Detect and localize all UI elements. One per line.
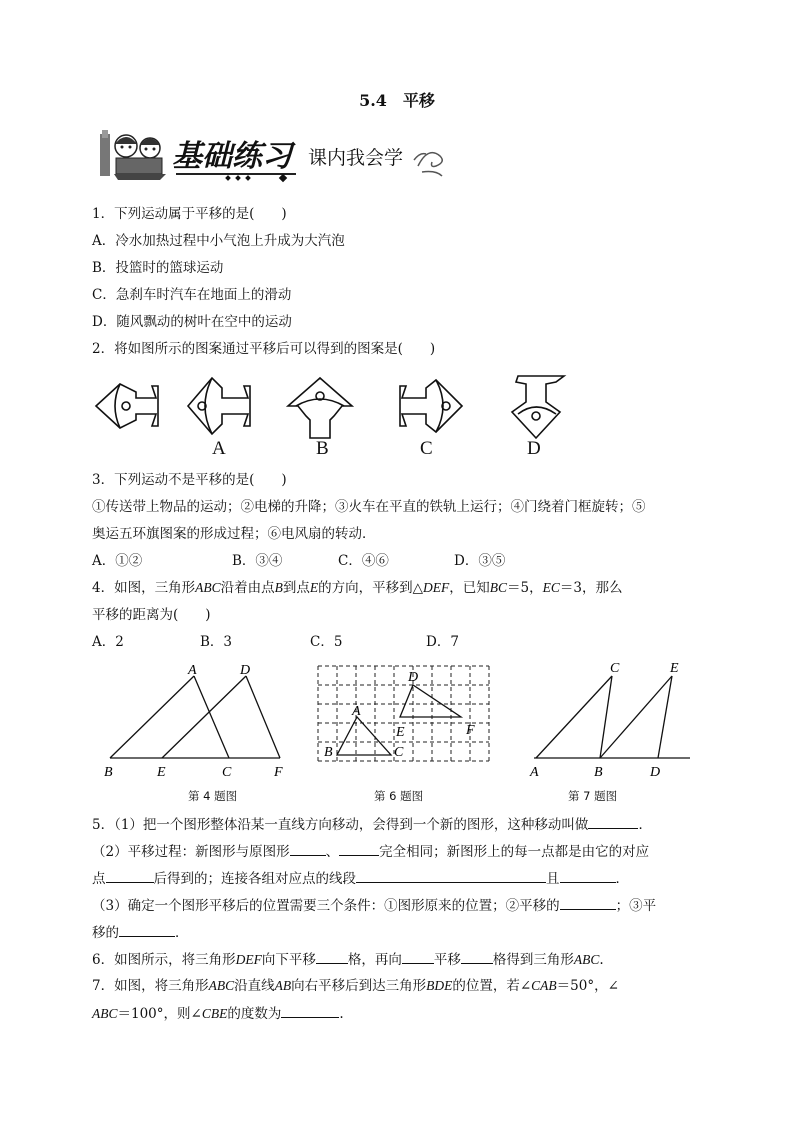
q5-p1-text: 5．（1）把一个图形整体沿某一直线方向移动，会得到一个新的图形，这种移动叫做 xyxy=(92,817,589,833)
q6-blank-1[interactable] xyxy=(316,950,348,964)
section-banner xyxy=(96,126,448,184)
q4-text-1: 4．如图，三角形 xyxy=(92,580,196,596)
q5-p2-sep: 、 xyxy=(325,844,340,860)
q5-blank-7[interactable] xyxy=(560,896,616,910)
q4-text-6: ＝5， xyxy=(507,580,543,596)
q3-option-a: A．①② xyxy=(92,553,143,569)
q7-text-d: 的位置，若∠ xyxy=(452,978,532,994)
q5-part2 xyxy=(92,842,649,861)
q2-option-b-pattern xyxy=(288,378,352,438)
fig4-label-a: A xyxy=(188,663,197,678)
q1-option-b: B．投篮时的篮球运动 xyxy=(92,260,224,276)
q2-original-pattern xyxy=(96,384,158,428)
q6-text-e: 格得到三角形 xyxy=(492,952,574,968)
q5-part1 xyxy=(92,815,652,834)
q5-blank-1[interactable] xyxy=(588,815,638,829)
q5-p3-text: 点 xyxy=(92,871,106,887)
q7-bde: BDE xyxy=(426,978,453,993)
q1-option-a: A．冷水加热过程中小气泡上升成为大汽泡 xyxy=(92,233,345,249)
q7-text-b: 沿直线 xyxy=(234,978,275,994)
q4-stem-line2: 平移的距离为( ) xyxy=(92,607,211,623)
q6-text-f: . xyxy=(599,952,604,968)
q5-blank-3[interactable] xyxy=(339,842,379,856)
kids-cartoon-icon xyxy=(100,130,166,180)
q4-def: DEF xyxy=(422,580,450,595)
q5-p4-end: ；③平 xyxy=(615,898,657,914)
q4-abc: ABC xyxy=(195,580,221,595)
q3-line1: ①传送带上物品的运动；②电梯的升降；③火车在平直的铁轨上运行；④门绕着门框旋转；⑤ xyxy=(92,499,646,515)
fig6-label-e: E xyxy=(396,725,405,740)
q3-stem: 3．下列运动不是平移的是( ) xyxy=(92,472,287,488)
fig6-grid-diagram xyxy=(312,660,502,780)
fig6-label-d: D xyxy=(408,670,419,685)
q1-stem: 1．下列运动属于平移的是( ) xyxy=(92,206,287,222)
fig4-label-c: C xyxy=(222,765,232,780)
q6-def: DEF xyxy=(235,952,262,967)
q6-text-c: 格，再向 xyxy=(347,952,402,968)
q5-blank-8[interactable] xyxy=(119,923,175,937)
fig6-label-b: B xyxy=(324,745,333,760)
fig4-line-ba xyxy=(110,676,194,758)
q6-text-d: 平移 xyxy=(433,952,461,968)
q3-line2: 奥运五环旗图案的形成过程；⑥电风扇的转动． xyxy=(92,526,376,542)
diamond-decoration-icon xyxy=(225,174,287,182)
q5-part2-cont xyxy=(92,869,629,888)
q4-text-7: ＝3，那么 xyxy=(559,580,623,596)
q4-text-4: 的方向，平移到△ xyxy=(318,580,423,596)
q5-p3-mid: 后得到的；连接各组对应点的线段 xyxy=(153,871,356,887)
q5-p3-end: ． xyxy=(615,871,629,887)
fig6-grid xyxy=(318,666,489,761)
fig6-label-f: F xyxy=(466,723,475,738)
fig4-line-df xyxy=(246,676,280,758)
q4-option-a: A．2 xyxy=(92,634,124,650)
q4-text-5: ，已知 xyxy=(449,580,490,596)
q4-b: B xyxy=(274,580,283,595)
fig4-label-b: B xyxy=(104,765,113,780)
q2-label-b: B xyxy=(316,438,329,459)
q2-option-a-pattern xyxy=(188,378,250,434)
fig6-caption: 第 6 题图 xyxy=(374,789,424,803)
q2-label-c: C xyxy=(420,438,433,459)
q5-p3-and: 且 xyxy=(546,871,560,887)
q6-abc: ABC xyxy=(573,952,600,967)
q5-part3-cont xyxy=(92,923,189,942)
q5-p2-text: （2）平移过程：新图形与原图形 xyxy=(92,844,290,860)
banner-illustration xyxy=(96,126,448,184)
q7-abc-angle: ABC xyxy=(92,1006,118,1021)
q7-text-a: 7．如图，将三角形 xyxy=(92,978,209,994)
fig4-line-ac xyxy=(194,676,229,758)
fig6-label-c: C xyxy=(394,745,404,760)
q1-option-d: D．随风飘动的树叶在空中的运动 xyxy=(92,314,292,330)
q7-ab: AB xyxy=(274,978,292,993)
q6-text-a: 6．如图所示，将三角形 xyxy=(92,952,236,968)
q2-option-d-pattern xyxy=(512,376,564,438)
q5-p5-end: ． xyxy=(175,925,189,941)
fig4-label-f: F xyxy=(274,765,283,780)
fig7-label-a: A xyxy=(530,765,539,780)
q2-label-d: D xyxy=(527,438,541,459)
fig6-triangle-def xyxy=(400,685,461,717)
q4-stem-line1 xyxy=(92,579,622,597)
q7-stem-line2 xyxy=(92,1004,344,1023)
q1-option-c: C．急刹车时汽车在地面上的滑动 xyxy=(92,287,292,303)
q7-cab: CAB xyxy=(531,978,557,993)
q7-text-e: ＝50°，∠ xyxy=(556,978,619,994)
q4-option-b: B．3 xyxy=(200,634,233,650)
fig4-line-ed xyxy=(162,676,246,758)
q5-p2-rest: 完全相同；新图形上的每一点都是由它的对应 xyxy=(379,844,650,860)
q7-text-h: 的度数为 xyxy=(227,1006,282,1022)
fig4-caption: 第 4 题图 xyxy=(188,789,238,803)
fig7-diagram xyxy=(524,656,696,780)
q2-patterns xyxy=(90,372,570,444)
q5-p4-text: （3）确定一个图形平移后的位置需要三个条件：①图形原来的位置；②平移的 xyxy=(92,898,560,914)
fig7-line-ed xyxy=(658,676,672,758)
q4-ec: EC xyxy=(542,580,560,595)
fig7-label-d: D xyxy=(650,765,661,780)
q2-label-a: A xyxy=(212,438,226,459)
q5-blank-2[interactable] xyxy=(290,842,326,856)
q5-p1-end: ． xyxy=(638,817,652,833)
banner-sub-text: 课内我会学 xyxy=(308,147,404,169)
q6-blank-2[interactable] xyxy=(402,950,434,964)
q7-abc: ABC xyxy=(208,978,235,993)
q2-stem: 2．将如图所示的图案通过平移后可以得到的图案是( ) xyxy=(92,341,436,357)
q4-text-3: 到点 xyxy=(282,580,310,596)
fig7-caption: 第 7 题图 xyxy=(568,789,618,803)
q4-option-c: C．5 xyxy=(310,634,343,650)
q5-blank-6[interactable] xyxy=(560,869,616,883)
q4-option-d: D．7 xyxy=(426,634,459,650)
page-title: 5.4 平移 xyxy=(359,91,435,110)
banner-main-text: 基础练习 xyxy=(172,139,292,174)
q4-text-2: 沿着由点 xyxy=(220,580,275,596)
q6-text-b: 向下平移 xyxy=(261,952,316,968)
fig7-label-e: E xyxy=(670,661,679,676)
swirl-ornament-icon xyxy=(414,153,442,176)
q6-blank-3[interactable] xyxy=(461,950,493,964)
fig7-label-c: C xyxy=(610,661,620,676)
q5-blank-5[interactable] xyxy=(356,869,546,883)
q7-stem-line1 xyxy=(92,977,619,995)
q7-cbe: CBE xyxy=(201,1006,228,1021)
q5-blank-4[interactable] xyxy=(106,869,154,883)
fig4-label-e: E xyxy=(157,765,166,780)
q5-part3 xyxy=(92,896,656,915)
q7-text-end: . xyxy=(339,1006,344,1022)
fig6-label-a: A xyxy=(352,704,361,719)
fig7-line-ac xyxy=(536,676,612,758)
q3-option-d: D．③⑤ xyxy=(454,553,506,569)
fig7-label-b: B xyxy=(594,765,603,780)
q7-text-g: ＝100°，则∠ xyxy=(117,1006,202,1022)
q2-option-c-pattern xyxy=(400,380,462,432)
q3-option-b: B．③④ xyxy=(232,553,283,569)
q6-stem xyxy=(92,950,604,969)
q4-bc: BC xyxy=(489,580,507,595)
q7-text-c: 向右平移后到达三角形 xyxy=(291,978,427,994)
q5-p5-text: 移的 xyxy=(92,925,119,941)
fig4-label-d: D xyxy=(240,663,251,678)
q7-blank[interactable] xyxy=(281,1004,339,1018)
q4-e: E xyxy=(309,580,319,595)
q3-option-c: C．④⑥ xyxy=(338,553,389,569)
fig4-diagram xyxy=(96,660,296,780)
